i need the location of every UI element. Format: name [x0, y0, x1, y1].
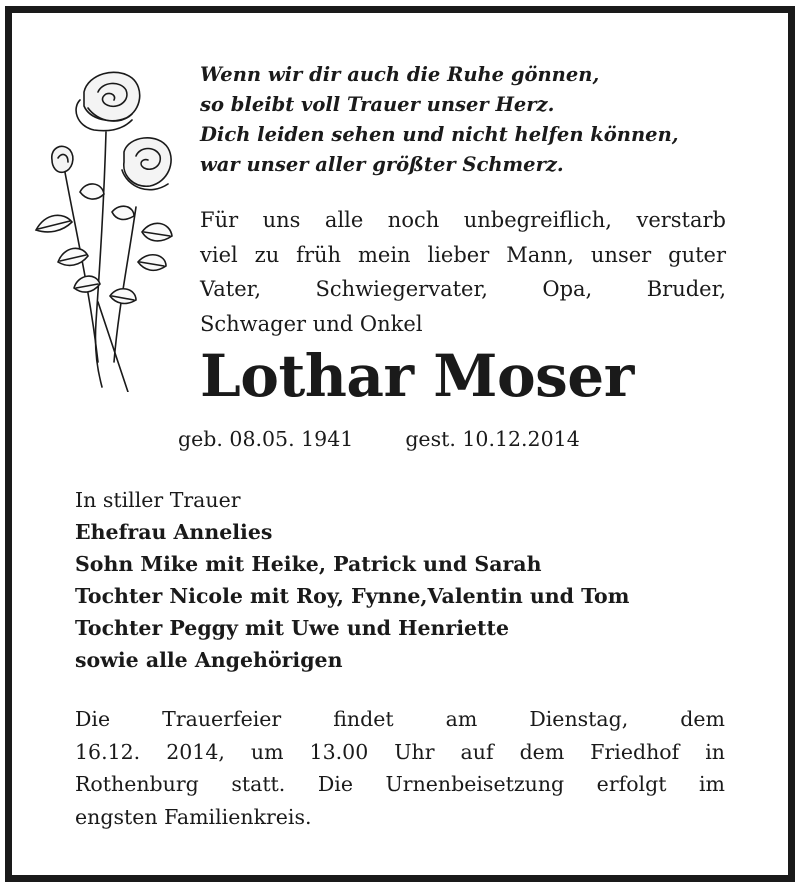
poem-line: Dich leiden sehen und nicht helfen können,: [200, 123, 679, 146]
service-line: Rothenburg statt. Die Urnenbeisetzung erfolgt im: [75, 772, 725, 796]
mourner-entry: Ehefrau Annelies: [75, 520, 273, 544]
poem-line: so bleibt voll Trauer unser Herz.: [200, 93, 555, 116]
poem-line: war unser aller größter Schmerz.: [200, 153, 564, 176]
intro-line: Vater, Schwiegervater, Opa, Bruder,: [200, 277, 726, 301]
mourner-entry: Tochter Peggy mit Uwe und Henriette: [75, 616, 510, 640]
intro-line: viel zu früh mein lieber Mann, unser guter: [200, 242, 726, 267]
intro-text: [200, 203, 726, 341]
mourners-intro: In stiller Trauer: [75, 488, 241, 512]
intro-line: Schwager und Onkel: [200, 311, 423, 336]
life-dates: [178, 425, 580, 453]
mourner-entry: Sohn Mike mit Heike, Patrick und Sarah: [75, 552, 542, 576]
service-line: 16.12. 2014, um 13.00 Uhr auf dem Friedhof in: [75, 739, 725, 764]
poem: [200, 60, 740, 180]
birth-date: geb. 08.05. 1941: [178, 427, 354, 451]
poem-line: Wenn wir dir auch die Ruhe gönnen,: [200, 63, 600, 86]
rose-bouquet-icon: [28, 62, 178, 392]
funeral-service-info: [75, 703, 725, 833]
mourner-entry: Tochter Nicole mit Roy, Fynne,Valentin und Tom: [75, 584, 630, 608]
intro-line: Für uns alle noch unbegreiflich, verstarb: [200, 208, 726, 232]
mourner-entry: sowie alle Angehörigen: [75, 648, 343, 672]
service-line: engsten Familienkreis.: [75, 804, 312, 829]
death-date: gest. 10.12.2014: [405, 427, 580, 451]
mourners-list: [75, 484, 735, 676]
deceased-name: Lothar Moser: [200, 342, 634, 410]
service-line: Die Trauerfeier findet am Dienstag, dem: [75, 707, 725, 731]
